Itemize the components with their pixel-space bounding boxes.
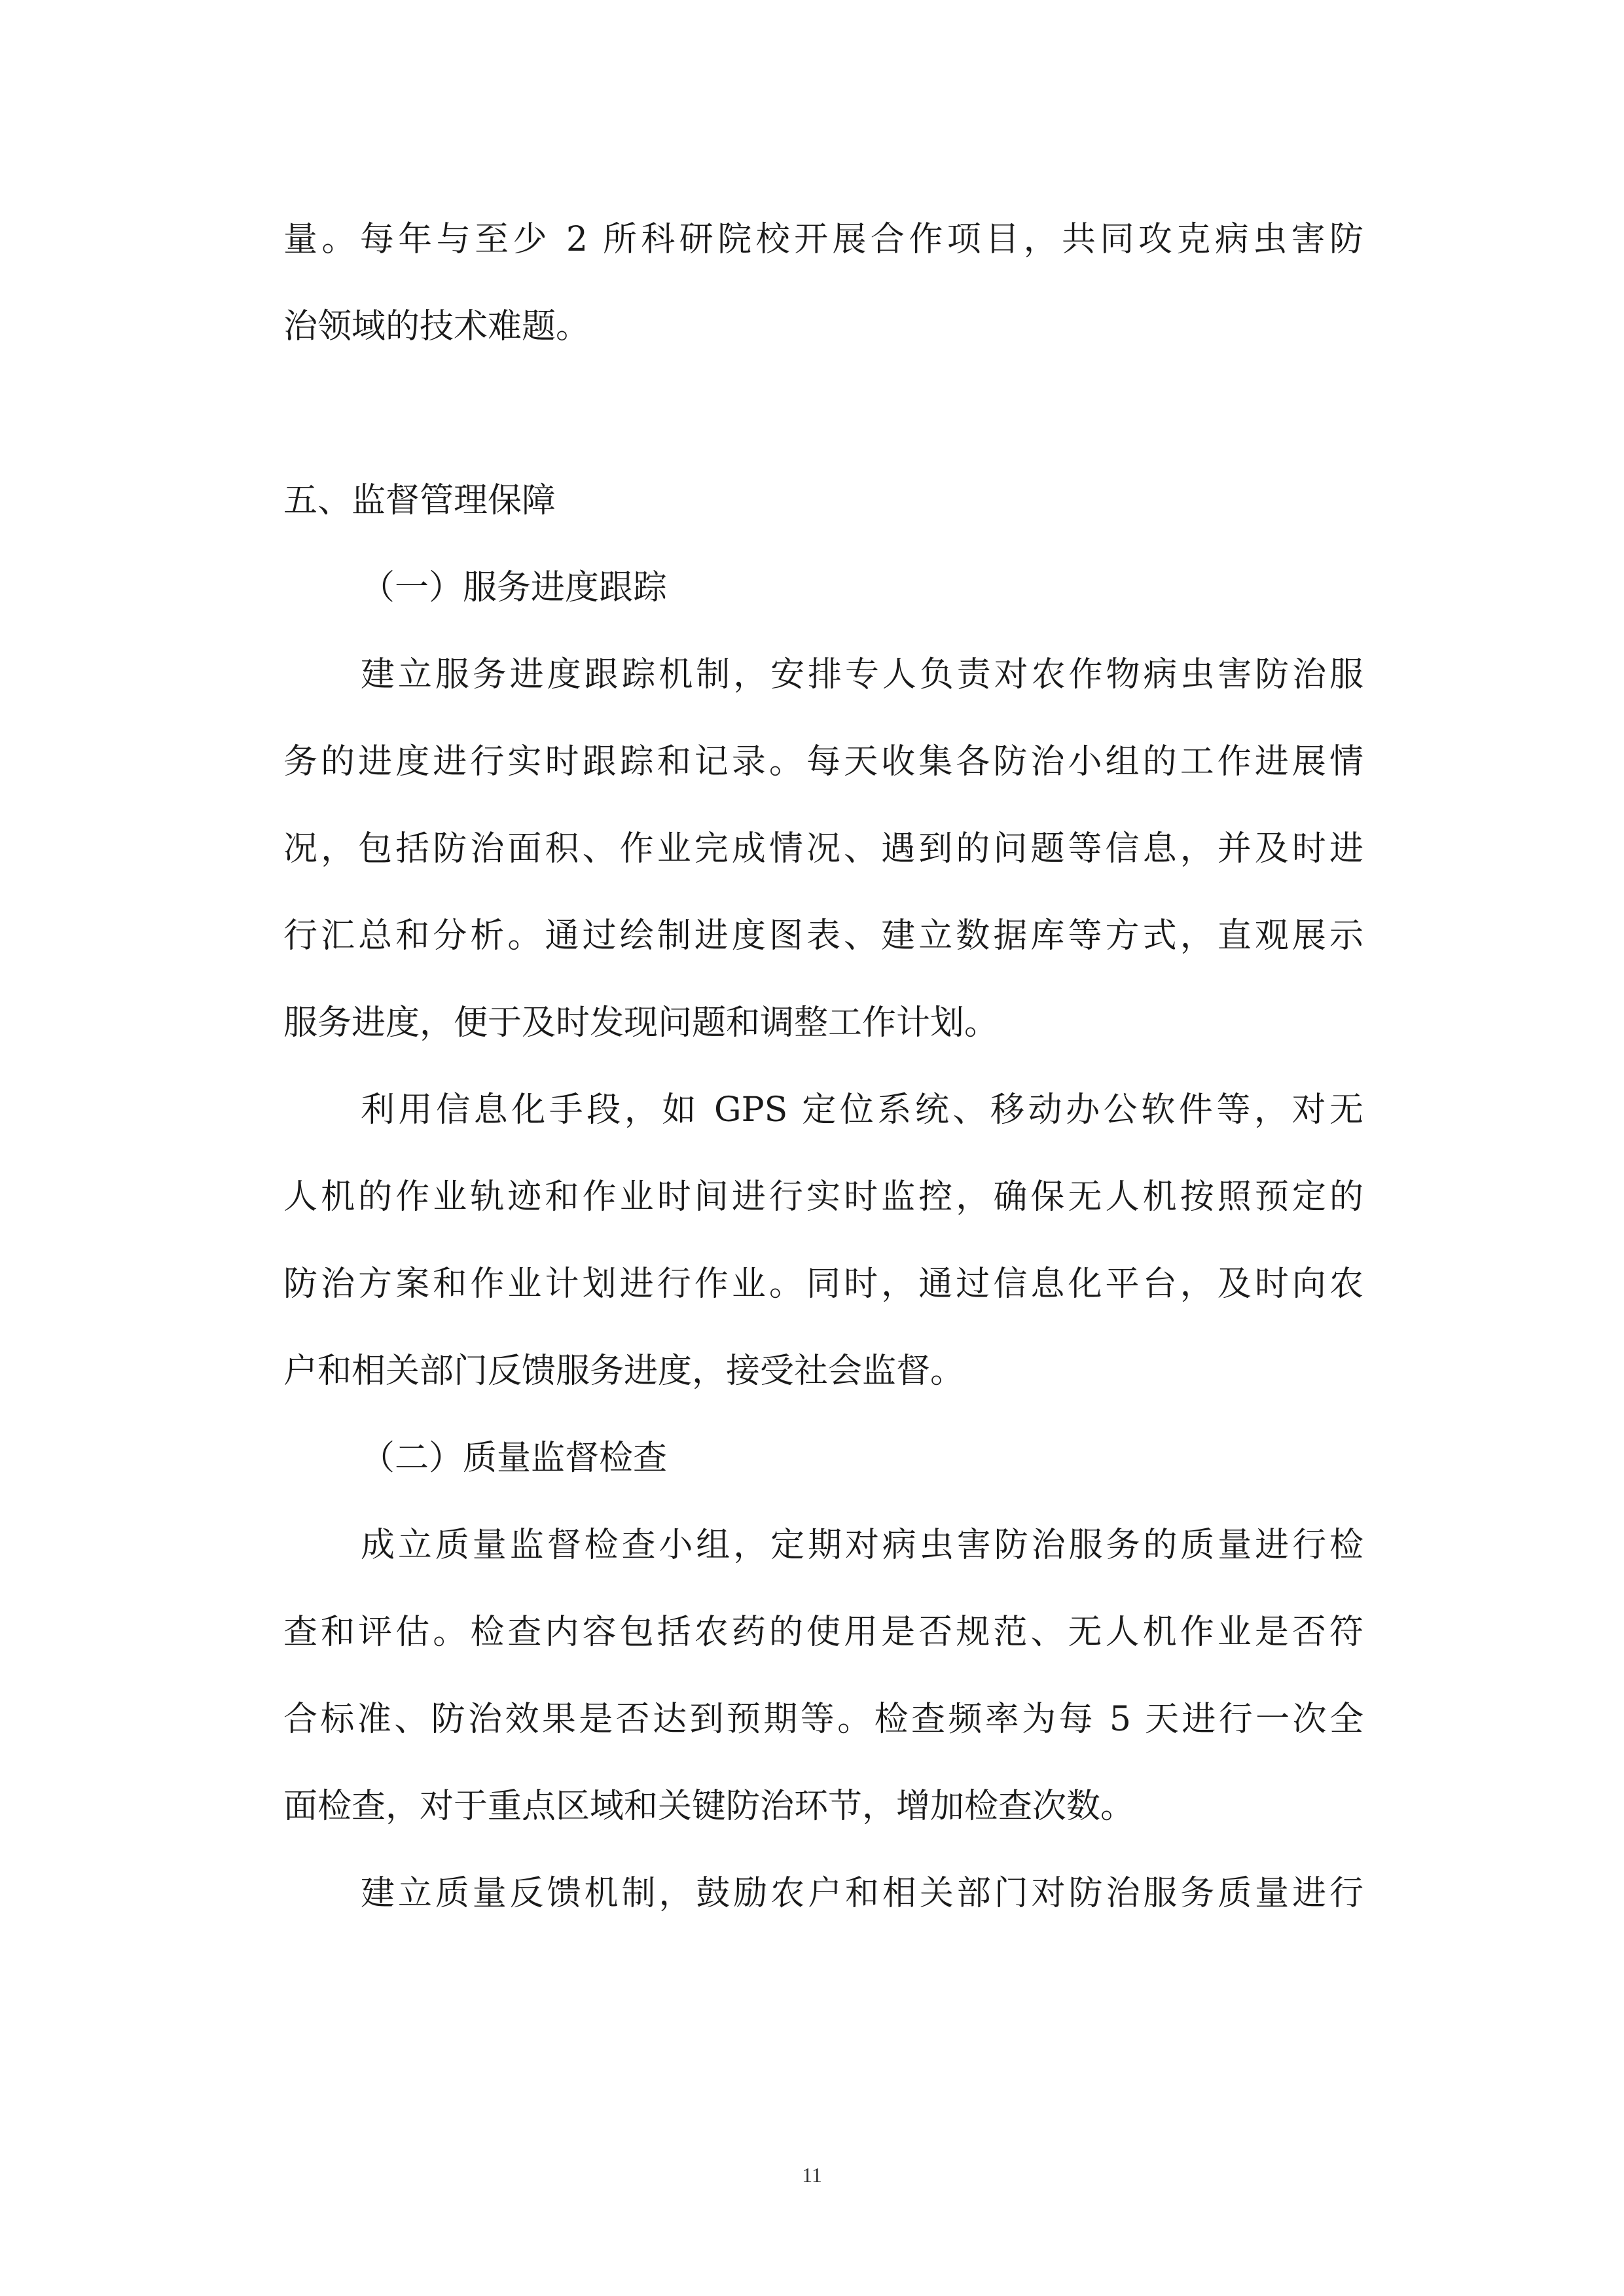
text-line: 户和相关部门反馈服务进度，接受社会监督。: [283, 1352, 965, 1391]
subsection-heading: （二）质量监督检查: [361, 1439, 668, 1478]
text-line: 量。每年与至少 2 所科研院校开展合作项目，共同攻克病虫害防: [283, 220, 1363, 259]
body-text: [283, 196, 1363, 1937]
text-line: 服务进度，便于及时发现问题和调整工作计划。: [283, 1003, 999, 1043]
paragraph-gap: [283, 370, 1363, 457]
text-line: 合标准、防治效果是否达到预期等。检查频率为每 5 天进行一次全: [283, 1700, 1363, 1739]
text-line: 利用信息化手段，如 GPS 定位系统、移动办公软件等，对无: [361, 1090, 1363, 1130]
section-heading: 五、监督管理保障: [283, 481, 556, 520]
text-line: 行汇总和分析。通过绘制进度图表、建立数据库等方式，直观展示: [283, 916, 1363, 956]
text-line: 防治方案和作业计划进行作业。同时，通过信息化平台，及时向农: [283, 1265, 1363, 1304]
text-line: 人机的作业轨迹和作业时间进行实时监控，确保无人机按照预定的: [283, 1177, 1363, 1217]
text-line: 建立服务进度跟踪机制，安排专人负责对农作物病虫害防治服: [361, 655, 1363, 694]
text-line: 建立质量反馈机制，鼓励农户和相关部门对防治服务质量进行: [361, 1874, 1363, 1913]
text-line: 查和评估。检查内容包括农药的使用是否规范、无人机作业是否符: [283, 1613, 1363, 1652]
text-line: 面检查，对于重点区域和关键防治环节，增加检查次数。: [283, 1787, 1135, 1826]
text-line: 治领域的技术难题。: [283, 307, 590, 346]
subsection-heading: （一）服务进度跟踪: [361, 568, 668, 607]
text-line: 况，包括防治面积、作业完成情况、遇到的问题等信息，并及时进: [283, 829, 1363, 869]
text-line: 成立质量监督检查小组，定期对病虫害防治服务的质量进行检: [361, 1526, 1363, 1565]
page-number: 11: [802, 2163, 822, 2187]
text-line: 务的进度进行实时跟踪和记录。每天收集各防治小组的工作进展情: [283, 742, 1363, 781]
